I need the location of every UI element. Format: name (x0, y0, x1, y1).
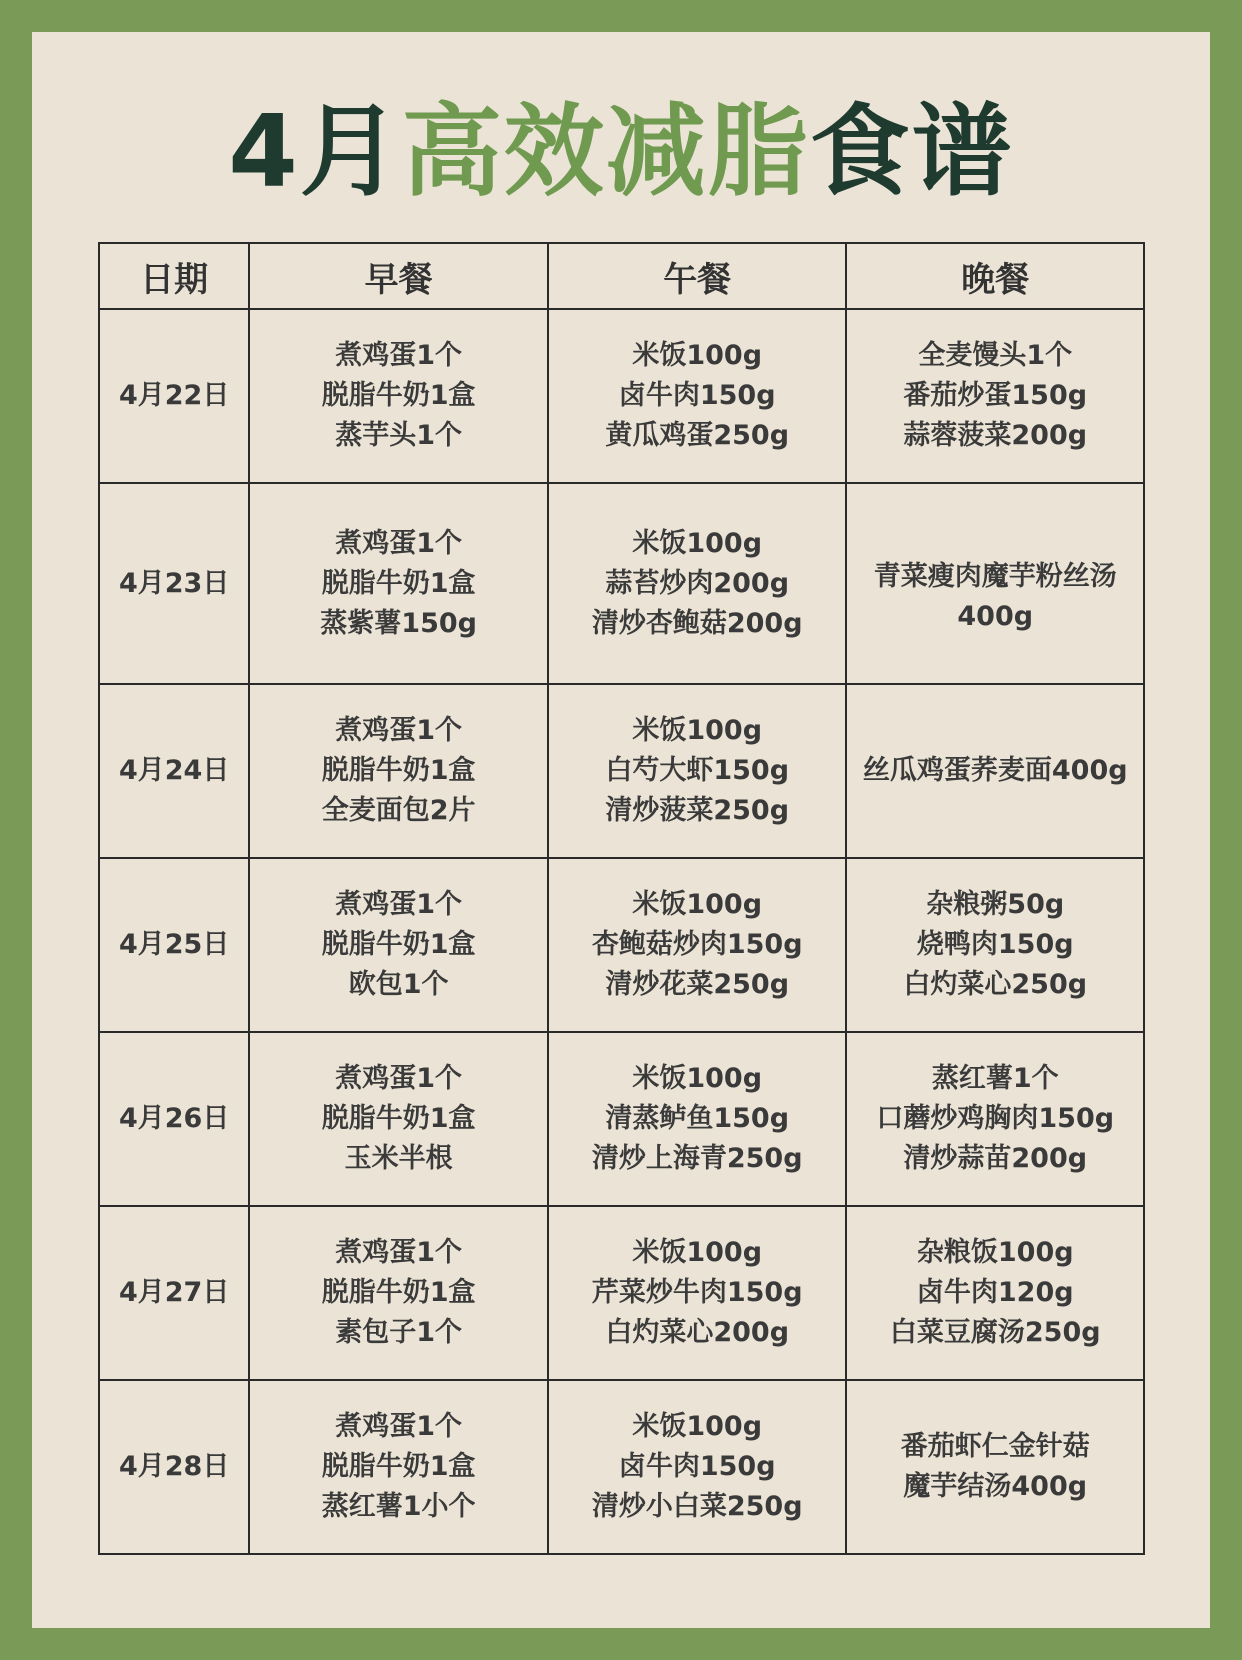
breakfast-item: 脱脂牛奶1盒 (321, 755, 476, 786)
breakfast-cell (249, 858, 548, 1032)
breakfast-item: 蒸紫薯150g (320, 607, 477, 639)
header-lunch: 午餐 (548, 243, 847, 309)
page-title (32, 93, 1210, 210)
table-body (99, 309, 1144, 1554)
breakfast-cell (249, 1032, 548, 1206)
breakfast-item: 脱脂牛奶1盒 (321, 929, 476, 960)
dinner-item: 口蘑炒鸡胸肉150g (876, 1103, 1115, 1134)
lunch-cell (548, 1206, 847, 1380)
dinner-cell (846, 1032, 1144, 1206)
breakfast-item: 煮鸡蛋1个 (335, 1063, 463, 1094)
header-breakfast: 早餐 (249, 243, 548, 309)
lunch-item: 卤牛肉150g (618, 1451, 776, 1482)
breakfast-item: 脱脂牛奶1盒 (321, 567, 476, 599)
lunch-item: 清炒上海青250g (591, 1143, 803, 1174)
breakfast-cell (249, 483, 548, 684)
table-row (99, 1206, 1144, 1380)
lunch-item: 米饭100g (632, 340, 763, 371)
breakfast-item: 煮鸡蛋1个 (335, 889, 463, 920)
dinner-cell (846, 309, 1144, 483)
breakfast-item: 脱脂牛奶1盒 (321, 1451, 476, 1482)
date-cell: 4月28日 (99, 1380, 249, 1554)
dinner-item: 魔芋结汤400g (903, 1471, 1088, 1502)
dinner-item: 蒸红薯1个 (931, 1063, 1059, 1094)
lunch-cell (548, 858, 847, 1032)
breakfast-item: 煮鸡蛋1个 (335, 340, 463, 371)
breakfast-item: 煮鸡蛋1个 (335, 527, 463, 559)
dinner-item: 清炒蒜苗200g (903, 1143, 1088, 1174)
dinner-item: 杂粮粥50g (926, 889, 1065, 920)
lunch-item: 米饭100g (632, 1063, 763, 1094)
date-cell: 4月22日 (99, 309, 249, 483)
lunch-item: 清炒杏鲍菇200g (591, 607, 803, 639)
breakfast-item: 蒸红薯1小个 (321, 1491, 476, 1522)
breakfast-item: 煮鸡蛋1个 (335, 1237, 463, 1268)
lunch-item: 白芍大虾150g (605, 755, 790, 786)
lunch-item: 米饭100g (632, 1237, 763, 1268)
breakfast-cell (249, 1206, 548, 1380)
table-row (99, 1032, 1144, 1206)
dinner-item: 青菜瘦肉魔芋粉丝汤 (873, 561, 1117, 592)
lunch-item: 清炒菠菜250g (605, 795, 790, 826)
lunch-item: 白灼菜心200g (605, 1317, 790, 1348)
dinner-item: 白菜豆腐汤250g (889, 1317, 1101, 1348)
lunch-item: 清炒小白菜250g (591, 1491, 803, 1522)
breakfast-item: 全麦面包2片 (321, 795, 476, 826)
breakfast-item: 煮鸡蛋1个 (335, 715, 463, 746)
breakfast-item: 脱脂牛奶1盒 (321, 1277, 476, 1308)
dinner-cell (846, 684, 1144, 858)
dinner-cell (846, 1206, 1144, 1380)
lunch-item: 蒜苔炒肉200g (605, 567, 790, 599)
breakfast-item: 脱脂牛奶1盒 (321, 380, 476, 411)
lunch-cell (548, 1380, 847, 1554)
menu-panel (32, 32, 1210, 1628)
lunch-item: 卤牛肉150g (618, 380, 776, 411)
dinner-item: 卤牛肉120g (916, 1277, 1074, 1308)
dinner-cell (846, 1380, 1144, 1554)
date-cell: 4月27日 (99, 1206, 249, 1380)
lunch-item: 米饭100g (632, 715, 763, 746)
lunch-cell (548, 309, 847, 483)
dinner-item: 蒜蓉菠菜200g (903, 420, 1088, 451)
dinner-cell (846, 483, 1144, 684)
dinner-item: 烧鸭肉150g (916, 929, 1074, 960)
lunch-item: 米饭100g (632, 1411, 763, 1442)
lunch-item: 黄瓜鸡蛋250g (605, 420, 790, 451)
table-row (99, 858, 1144, 1032)
dinner-item: 杂粮饭100g (916, 1237, 1074, 1268)
lunch-item: 杏鲍菇炒肉150g (591, 929, 803, 960)
lunch-item: 芹菜炒牛肉150g (591, 1277, 803, 1308)
table-row (99, 483, 1144, 684)
breakfast-item: 脱脂牛奶1盒 (321, 1103, 476, 1134)
dinner-item: 400g (957, 601, 1034, 632)
title-part-highlight: 高效减脂 (401, 93, 810, 210)
title-part-recipe: 食谱 (809, 93, 1014, 210)
dinner-item: 番茄炒蛋150g (903, 380, 1088, 411)
lunch-cell (548, 483, 847, 684)
date-cell: 4月24日 (99, 684, 249, 858)
header-date: 日期 (99, 243, 249, 309)
breakfast-item: 蒸芋头1个 (335, 420, 463, 451)
lunch-item: 清蒸鲈鱼150g (605, 1103, 790, 1134)
breakfast-item: 欧包1个 (348, 969, 449, 1000)
lunch-cell (548, 684, 847, 858)
date-cell: 4月23日 (99, 483, 249, 684)
breakfast-item: 素包子1个 (335, 1317, 463, 1348)
breakfast-item: 煮鸡蛋1个 (335, 1411, 463, 1442)
breakfast-item: 玉米半根 (344, 1143, 453, 1174)
lunch-item: 米饭100g (632, 527, 763, 559)
dinner-item: 番茄虾仁金针菇 (900, 1431, 1090, 1462)
dinner-cell (846, 858, 1144, 1032)
breakfast-cell (249, 1380, 548, 1554)
breakfast-cell (249, 684, 548, 858)
dinner-item: 全麦馒头1个 (918, 340, 1073, 371)
breakfast-cell (249, 309, 548, 483)
lunch-cell (548, 1032, 847, 1206)
meal-plan-table (98, 242, 1145, 1555)
lunch-item: 清炒花菜250g (605, 969, 790, 1000)
table-row (99, 1380, 1144, 1554)
dinner-item: 丝瓜鸡蛋荞麦面400g (862, 755, 1128, 786)
lunch-item: 米饭100g (632, 889, 763, 920)
table-header-row (99, 243, 1144, 309)
table-row (99, 684, 1144, 858)
title-part-month: 4月 (228, 93, 402, 210)
date-cell: 4月26日 (99, 1032, 249, 1206)
date-cell: 4月25日 (99, 858, 249, 1032)
dinner-item: 白灼菜心250g (903, 969, 1088, 1000)
table-row (99, 309, 1144, 483)
header-dinner: 晚餐 (846, 243, 1144, 309)
